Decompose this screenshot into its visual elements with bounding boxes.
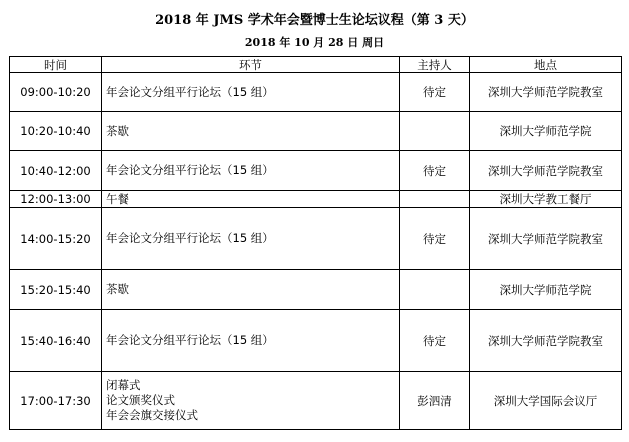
row-item-line: 年会论文分组平行论坛（15 组） — [106, 163, 274, 177]
table-row — [10, 191, 622, 208]
row-time: 15:40-16:40 — [10, 310, 102, 372]
row-item — [102, 310, 400, 372]
row-place: 深圳大学师范学院教室 — [470, 73, 622, 112]
agenda-date: 2018 年 10 月 28 日 周日 — [244, 36, 385, 49]
row-host: 待定 — [400, 151, 470, 191]
row-place: 深圳大学师范学院 — [470, 270, 622, 310]
table-row — [10, 372, 622, 430]
row-place: 深圳大学教工餐厅 — [470, 191, 622, 208]
column-header-place: 地点 — [470, 57, 622, 73]
row-host: 待定 — [400, 310, 470, 372]
row-item — [102, 112, 400, 151]
row-host: 待定 — [400, 73, 470, 112]
agenda-table — [9, 56, 622, 430]
row-place: 深圳大学师范学院教室 — [470, 208, 622, 270]
row-place: 深圳大学师范学院教室 — [470, 310, 622, 372]
page-title: 2018 年 JMS 学术年会暨博士生论坛议程（第 3 天） — [155, 13, 474, 28]
table-row — [10, 73, 622, 112]
column-header-time: 时间 — [10, 57, 102, 73]
row-host — [400, 191, 470, 208]
row-time: 15:20-15:40 — [10, 270, 102, 310]
row-host: 彭泗清 — [400, 372, 470, 430]
row-item-line: 茶歇 — [106, 282, 129, 296]
row-host: 待定 — [400, 208, 470, 270]
row-time: 17:00-17:30 — [10, 372, 102, 430]
column-header-item: 环节 — [102, 57, 400, 73]
row-item-line: 年会论文分组平行论坛（15 组） — [106, 231, 274, 245]
row-host — [400, 112, 470, 151]
row-item — [102, 270, 400, 310]
table-row — [10, 310, 622, 372]
table-row — [10, 151, 622, 191]
column-header-host: 主持人 — [400, 57, 470, 73]
row-item-line: 年会论文分组平行论坛（15 组） — [106, 333, 274, 347]
table-row — [10, 270, 622, 310]
row-item-line: 论文颁奖仪式 — [106, 393, 175, 407]
row-item — [102, 372, 400, 430]
row-item — [102, 191, 400, 208]
row-place: 深圳大学师范学院 — [470, 112, 622, 151]
row-time: 10:40-12:00 — [10, 151, 102, 191]
row-time: 09:00-10:20 — [10, 73, 102, 112]
row-time: 14:00-15:20 — [10, 208, 102, 270]
row-item-line: 年会论文分组平行论坛（15 组） — [106, 84, 274, 99]
row-item-line: 年会会旗交接仪式 — [106, 408, 198, 422]
table-row — [10, 112, 622, 151]
row-item — [102, 208, 400, 270]
table-row — [10, 208, 622, 270]
row-item — [102, 151, 400, 191]
table-header-row — [10, 57, 622, 73]
row-item-line: 午餐 — [106, 191, 129, 206]
row-place: 深圳大学国际会议厅 — [470, 372, 622, 430]
row-time: 10:20-10:40 — [10, 112, 102, 151]
row-time: 12:00-13:00 — [10, 191, 102, 208]
row-item — [102, 73, 400, 112]
row-place: 深圳大学师范学院教室 — [470, 151, 622, 191]
row-item-line: 茶歇 — [106, 123, 129, 138]
row-host — [400, 270, 470, 310]
row-item-line: 闭幕式 — [106, 378, 141, 392]
